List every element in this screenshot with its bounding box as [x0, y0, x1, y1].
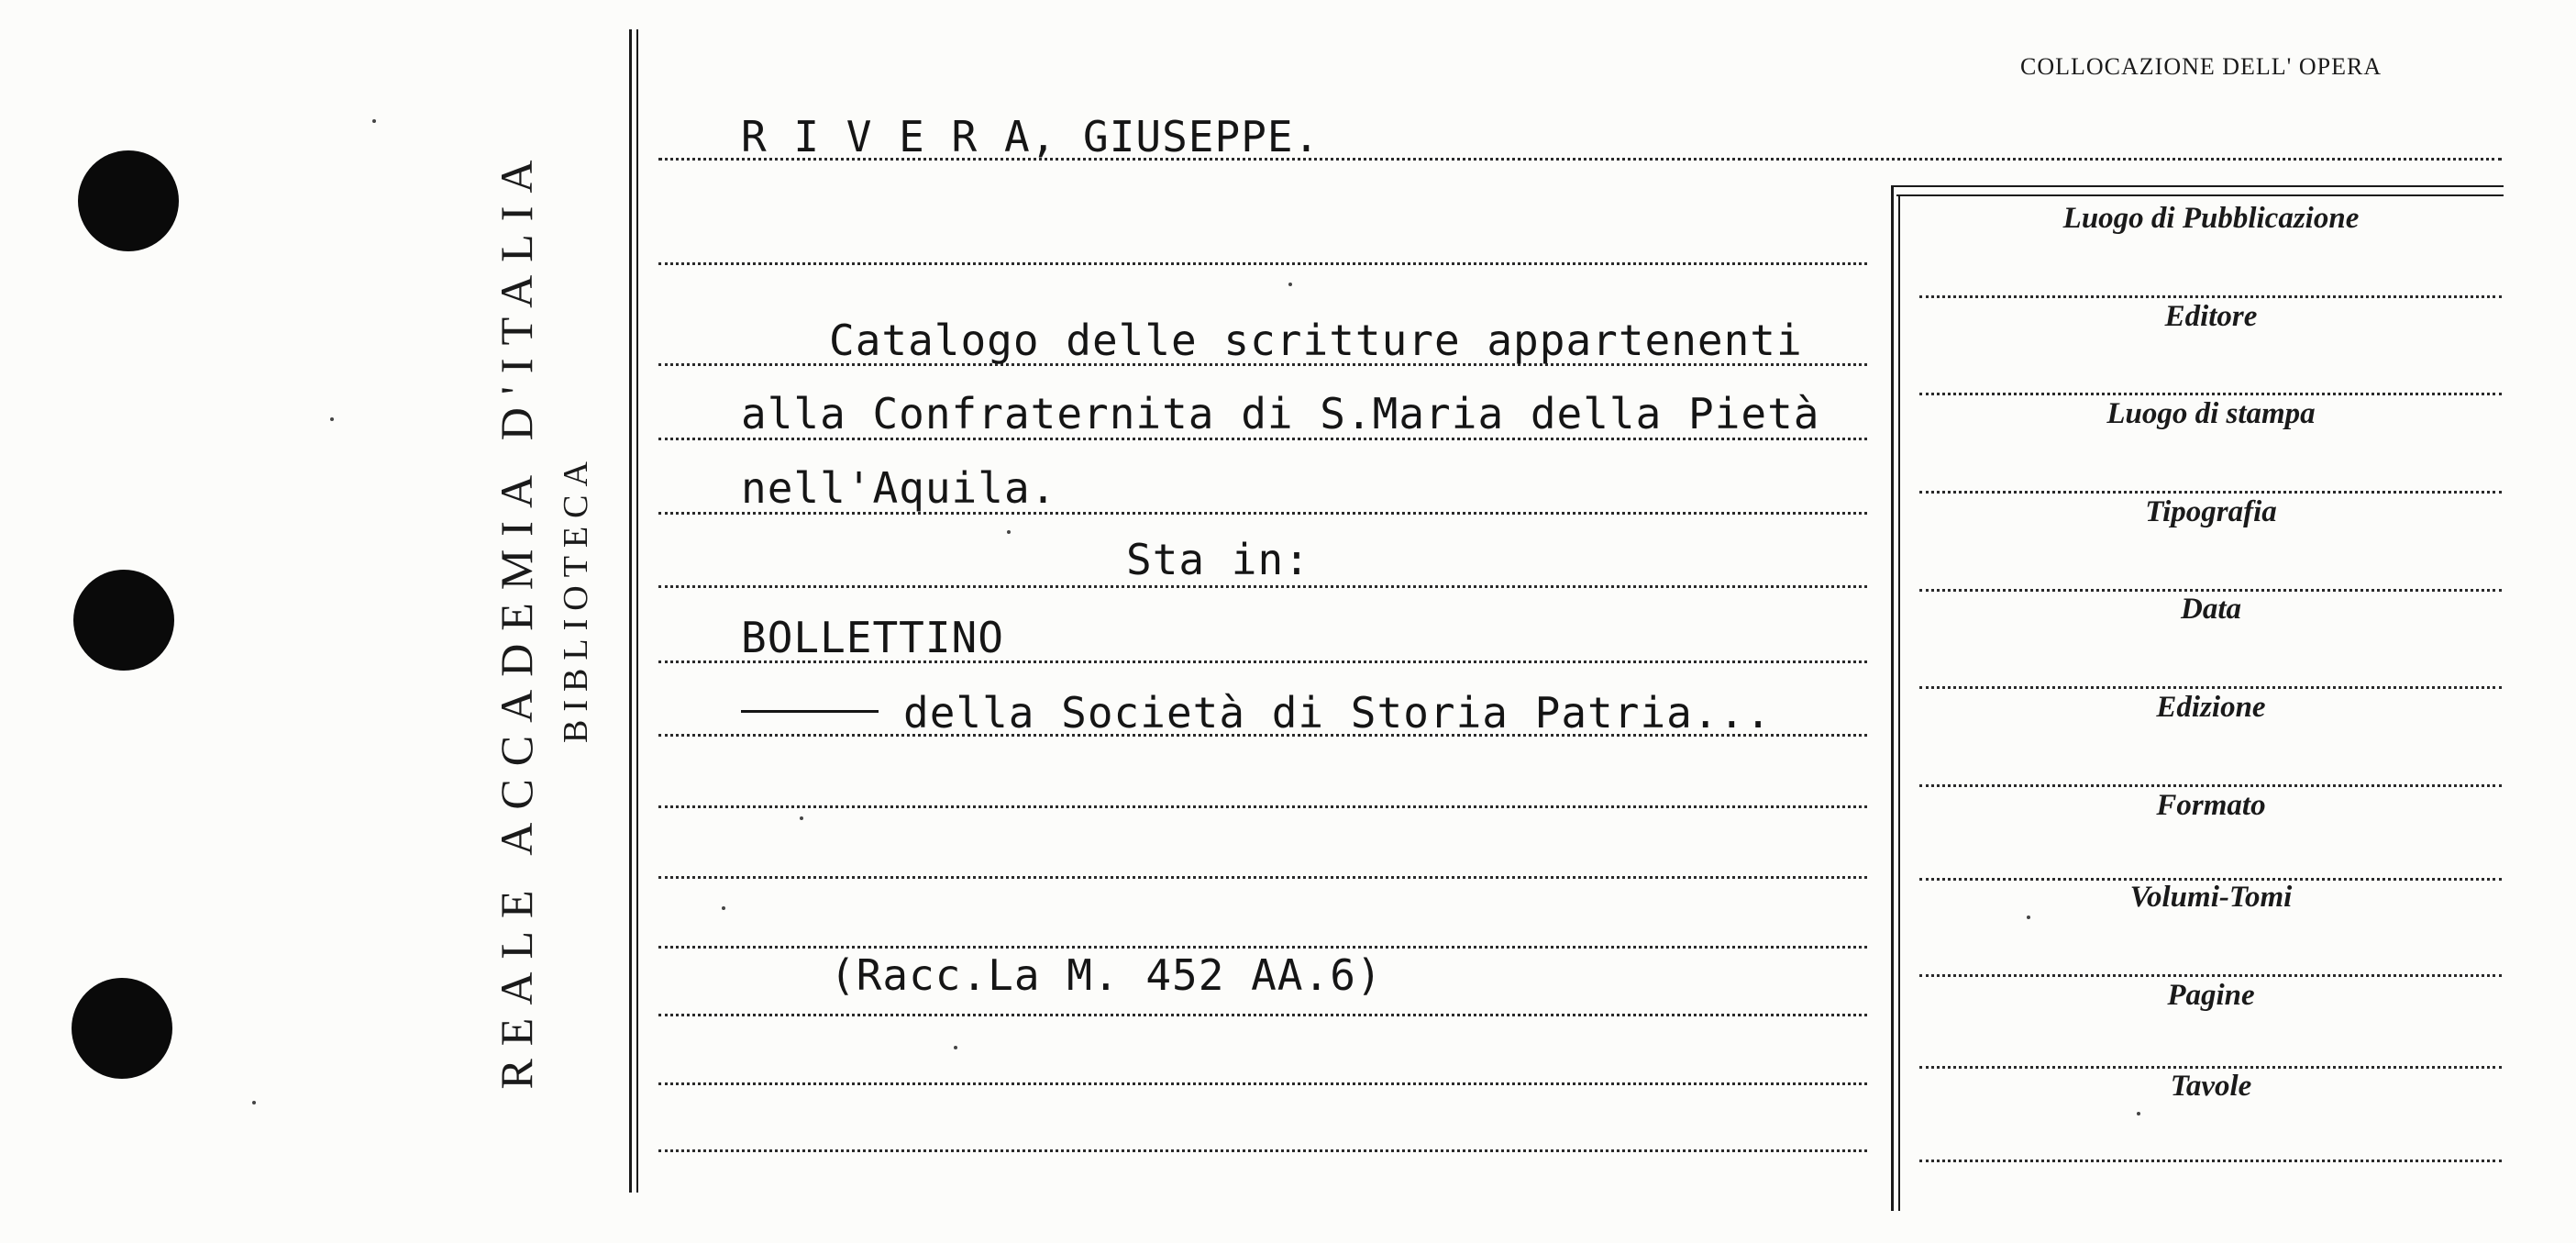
dotted-line: [658, 876, 1867, 879]
journal-name: BOLLETTINO: [741, 613, 1004, 662]
left-border-rule-outer: [629, 29, 632, 1193]
field-dotted-line: [1919, 1066, 2502, 1069]
paper-speck: [2137, 1112, 2140, 1115]
right-box-top-rule-1: [1891, 185, 2504, 187]
sta-in-label: Sta in:: [1126, 535, 1310, 584]
field-luogo-pubblicazione: Luogo di Pubblicazione: [2062, 202, 2360, 235]
dotted-line: [658, 585, 1867, 588]
paper-speck: [330, 417, 334, 421]
punch-hole-bottom: [72, 978, 172, 1079]
paper-speck: [954, 1046, 957, 1049]
paper-speck: [1007, 530, 1011, 534]
field-dotted-line: [1919, 974, 2502, 977]
field-formato: Formato: [2156, 789, 2266, 822]
shelfmark: (Racc.La M. 452 AA.6): [830, 950, 1383, 1000]
field-edizione: Edizione: [2156, 691, 2266, 724]
dotted-line: [658, 1149, 1867, 1152]
title-line-2: alla Confraternita di S.Maria della Pietà: [741, 389, 1820, 438]
dotted-line: [658, 946, 1867, 949]
journal-dash: [741, 710, 879, 713]
right-box-rule-outer: [1891, 185, 1894, 1211]
punch-hole-middle: [73, 570, 174, 671]
field-dotted-line: [1919, 686, 2502, 689]
dotted-line: [658, 1082, 1867, 1085]
library-label: BIBLIOTECA: [557, 453, 595, 743]
field-data: Data: [2181, 593, 2241, 626]
field-dotted-line: [1919, 784, 2502, 787]
field-pagine: Pagine: [2167, 979, 2255, 1012]
paper-speck: [2027, 916, 2030, 919]
field-editore: Editore: [2164, 300, 2258, 333]
paper-speck: [252, 1101, 256, 1104]
field-dotted-line: [1919, 589, 2502, 592]
field-dotted-line: [1919, 393, 2502, 395]
journal-continuation: della Società di Storia Patria...: [903, 688, 1772, 738]
right-box-rule-inner: [1898, 194, 1900, 1211]
left-border-rule-inner: [636, 29, 638, 1193]
dotted-line: [658, 262, 1867, 265]
paper-speck: [722, 906, 725, 910]
author-name: R I V E R A, GIUSEPPE.: [741, 112, 1321, 161]
collocazione-heading: COLLOCAZIONE DELL' OPERA: [2020, 53, 2383, 80]
field-dotted-line: [1919, 1160, 2502, 1162]
dotted-line: [658, 805, 1867, 808]
paper-speck: [372, 119, 376, 123]
institution-name: REALE ACCADEMIA D'ITALIA: [491, 147, 542, 1090]
paper-speck: [800, 816, 803, 820]
dotted-line: [658, 1014, 1867, 1016]
field-tipografia: Tipografia: [2145, 495, 2277, 528]
field-volumi-tomi: Volumi-Tomi: [2129, 881, 2293, 914]
field-dotted-line: [1919, 491, 2502, 494]
title-line-1: Catalogo delle scritture appartenenti: [829, 316, 1803, 365]
field-tavole: Tavole: [2170, 1070, 2252, 1103]
field-luogo-stampa: Luogo di stampa: [2106, 397, 2316, 430]
punch-hole-top: [78, 150, 179, 251]
title-line-3: nell'Aquila.: [741, 463, 1057, 513]
field-dotted-line: [1919, 295, 2502, 298]
paper-speck: [1288, 283, 1292, 286]
right-box-top-rule-2: [1896, 194, 2504, 196]
